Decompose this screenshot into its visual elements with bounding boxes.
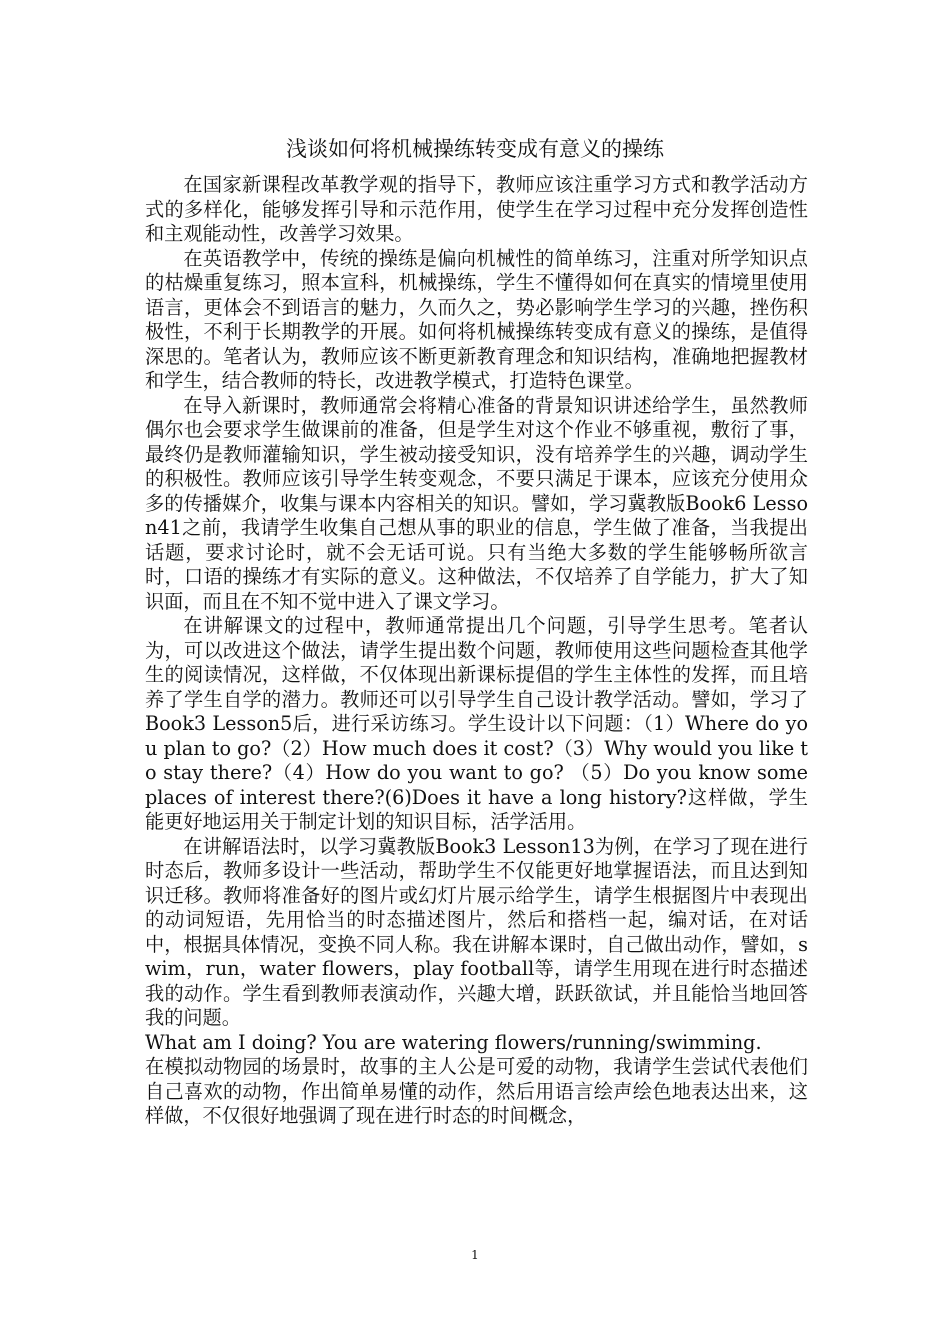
paragraph-example-dialogue: What am I doing? You are watering flowers/running/swimming. [145, 1030, 762, 1054]
paragraph-intro: 在国家新课程改革教学观的指导下，教师应该注重学习方式和教学活动方式的多样化，能够发挥引导和示范作用，使学生在学习过程中充分发挥创造性和主观能动性，改善学习效果。 [145, 173, 808, 245]
paragraph-new-lesson: 在导入新课时，教师通常会将精心准备的背景知识讲述给学生，虽然教师偶尔也会要求学生做课前的准备，但是学生对这个作业不够重视，敷衍了事，最终仍是教师灌输知识，学生被动接受知识，没有培养学生的兴趣，调动学生的积极性。教师应该引导学生转变观念，不要只满足于课本，应该充分使用众多的传播媒介，收集与课本内容相关的知识。譬如，学习冀教版Book6 Lesson41之前，我请学生收集自己想从事的职业的信息，学生做了准备，当我提出话题，要求讨论时，就不会无话可说。只有当绝大多数的学生能够畅所欲言时，口语的操练才有实际的意义。这种做法，不仅培养了自学能力，扩大了知识面，而且在不知不觉中进入了课文学习。 [145, 393, 808, 613]
paragraph-zoo-scene: 在模拟动物园的场景时，故事的主人公是可爱的动物，我请学生尝试代表他们自己喜欢的动物，作出简单易懂的动作，然后用语言绘声绘色地表达出来，这样做，不仅很好地强调了现在进行时态的时间概念， [145, 1055, 808, 1127]
paragraph-text-explanation: 在讲解课文的过程中，教师通常提出几个问题，引导学生思考。笔者认为，可以改进这个做法，请学生提出数个问题，教师使用这些问题检查其他学生的阅读情况，这样做，不仅体现出新课标提倡的学生主体性的发挥，而且培养了学生自学的潜力。教师还可以引导学生自己设计教学活动。譬如，学习了Book3 Lesson5后，进行采访练习。学生设计以下问题：（1）Where do you plan to go?（2）How much does it cost?（3）Why would you like to stay there?（4）How do you want to go? （5）Do you know some places of interest there?(6)Does it have a long history?这样做，学生能更好地运用关于制定计划的知识目标，活学活用。 [145, 614, 808, 833]
paragraph-grammar: 在讲解语法时，以学习冀教版Book3 Lesson13为例，在学习了现在进行时态后，教师多设计一些活动，帮助学生不仅能更好地掌握语法，而且达到知识迁移。教师将准备好的图片或幻灯片展示给学生，请学生根据图片中表现出的动词短语，先用恰当的时态描述图片，然后和搭档一起，编对话，在对话中，根据具体情况，变换不同人称。我在讲解本课时，自己做出动作，譬如，swim，run，water flowers，play football等，请学生用现在进行时态描述我的动作。学生看到教师表演动作，兴趣大增，跃跃欲试，并且能恰当地回答我的问题。 [145, 834, 808, 1029]
page-number: 1 [471, 1248, 479, 1262]
paragraph-english-teaching: 在英语教学中，传统的操练是偏向机械性的简单练习，注重对所学知识点的枯燥重复练习，照本宣科，机械操练，学生不懂得如何在真实的情境里使用语言，更体会不到语言的魅力，久而久之，势必影响学生学习的兴趣，挫伤积极性，不利于长期教学的开展。如何将机械操练转变成有意义的操练，是值得深思的。笔者认为，教师应该不断更新教育理念和知识结构，准确地把握教材和学生，结合教师的特长，改进教学模式，打造特色课堂。 [145, 246, 808, 392]
document-title: 浅谈如何将机械操练转变成有意义的操练 [286, 137, 664, 161]
document-body [145, 173, 808, 1129]
